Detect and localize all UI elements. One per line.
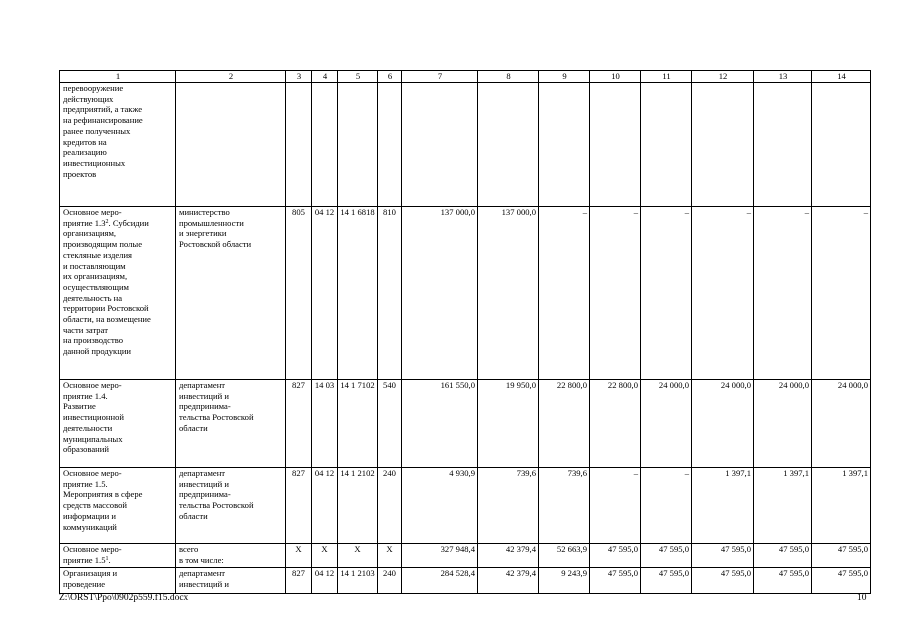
code-rzpr-cell: Х bbox=[312, 544, 338, 568]
header-cell-9: 9 bbox=[539, 71, 590, 83]
year-2019-cell: 47 595,0 bbox=[754, 568, 812, 594]
activity-name-continued: . bbox=[108, 554, 111, 565]
year-2019-cell: – bbox=[754, 207, 812, 380]
code-csr-cell: 14 1 7102 bbox=[338, 380, 378, 468]
year-2014-cell: 739,6 bbox=[478, 468, 539, 544]
year-2017-cell: – bbox=[641, 207, 692, 380]
year-2020-cell: 47 595,0 bbox=[812, 568, 871, 594]
year-2014-cell bbox=[478, 83, 539, 207]
header-cell-4: 4 bbox=[312, 71, 338, 83]
year-2016-cell bbox=[590, 83, 641, 207]
year-2018-cell: – bbox=[692, 207, 754, 380]
year-2017-cell: 24 000,0 bbox=[641, 380, 692, 468]
footnote-marker: 2 bbox=[105, 218, 109, 225]
year-2014-cell: 42 379,4 bbox=[478, 568, 539, 594]
header-cell-7: 7 bbox=[402, 71, 478, 83]
total-cell: 284 528,4 bbox=[402, 568, 478, 594]
year-2015-cell bbox=[539, 83, 590, 207]
footnote-marker: 1 bbox=[105, 555, 109, 562]
code-gr-cell: 827 bbox=[286, 380, 312, 468]
year-2019-cell: 1 397,1 bbox=[754, 468, 812, 544]
year-2015-cell: 52 663,9 bbox=[539, 544, 590, 568]
table-row bbox=[60, 83, 871, 207]
year-2014-cell: 42 379,4 bbox=[478, 544, 539, 568]
code-rzpr-cell: 04 12 bbox=[312, 468, 338, 544]
year-2014-cell: 19 950,0 bbox=[478, 380, 539, 468]
footer-file-path: Z:\ORST\Ppo\0902p559.f15.docx bbox=[59, 593, 189, 603]
code-vr-cell bbox=[378, 83, 402, 207]
table-row bbox=[60, 568, 871, 594]
year-2016-cell: 47 595,0 bbox=[590, 544, 641, 568]
code-vr-cell: Х bbox=[378, 544, 402, 568]
year-2017-cell: 47 595,0 bbox=[641, 568, 692, 594]
code-vr-cell: 240 bbox=[378, 468, 402, 544]
code-csr-cell: Х bbox=[338, 544, 378, 568]
header-cell-14: 14 bbox=[812, 71, 871, 83]
header-cell-8: 8 bbox=[478, 71, 539, 83]
header-cell-2: 2 bbox=[176, 71, 286, 83]
year-2017-cell: – bbox=[641, 468, 692, 544]
code-gr-cell: 827 bbox=[286, 468, 312, 544]
year-2015-cell: – bbox=[539, 207, 590, 380]
year-2015-cell: 22 800,0 bbox=[539, 380, 590, 468]
code-vr-cell: 810 bbox=[378, 207, 402, 380]
year-2018-cell: 47 595,0 bbox=[692, 544, 754, 568]
year-2020-cell: 47 595,0 bbox=[812, 544, 871, 568]
header-cell-10: 10 bbox=[590, 71, 641, 83]
year-2018-cell bbox=[692, 83, 754, 207]
table-row bbox=[60, 380, 871, 468]
activity-name: Организация и проведение bbox=[63, 568, 118, 589]
code-gr-cell: Х bbox=[286, 544, 312, 568]
year-2016-cell: 22 800,0 bbox=[590, 380, 641, 468]
total-cell bbox=[402, 83, 478, 207]
executor-cell: департамент инвестиций и предпринима- тельства Ростовской области bbox=[176, 468, 286, 544]
code-gr-cell bbox=[286, 83, 312, 207]
header-cell-13: 13 bbox=[754, 71, 812, 83]
code-rzpr-cell: 04 12 bbox=[312, 207, 338, 380]
year-2015-cell: 739,6 bbox=[539, 468, 590, 544]
year-2019-cell bbox=[754, 83, 812, 207]
year-2020-cell: 24 000,0 bbox=[812, 380, 871, 468]
code-csr-cell: 14 1 6818 bbox=[338, 207, 378, 380]
executor-cell: департамент инвестиций и bbox=[176, 568, 286, 594]
total-cell: 4 930,9 bbox=[402, 468, 478, 544]
year-2020-cell: – bbox=[812, 207, 871, 380]
year-2019-cell: 47 595,0 bbox=[754, 544, 812, 568]
header-cell-6: 6 bbox=[378, 71, 402, 83]
year-2016-cell: 47 595,0 bbox=[590, 568, 641, 594]
code-rzpr-cell: 14 03 bbox=[312, 380, 338, 468]
code-csr-cell: 14 1 2102 bbox=[338, 468, 378, 544]
executor-cell bbox=[176, 83, 286, 207]
activity-name: Основное меро- приятие 1.3 bbox=[63, 207, 122, 228]
budget-table bbox=[59, 70, 871, 594]
activity-name: Основное меро- приятие 1.5 bbox=[63, 544, 122, 565]
year-2016-cell: – bbox=[590, 207, 641, 380]
executor-cell: всего в том числе: bbox=[176, 544, 286, 568]
activity-name-cell bbox=[60, 544, 176, 568]
table-row bbox=[60, 544, 871, 568]
activity-name: перевооружение действующих предприятий, а также на рефинансирование ранее полученных кредитов на реализацию инвестиционных проектов bbox=[63, 83, 143, 179]
year-2020-cell: 1 397,1 bbox=[812, 468, 871, 544]
year-2018-cell: 47 595,0 bbox=[692, 568, 754, 594]
code-vr-cell: 540 bbox=[378, 380, 402, 468]
header-cell-1: 1 bbox=[60, 71, 176, 83]
year-2015-cell: 9 243,9 bbox=[539, 568, 590, 594]
code-csr-cell bbox=[338, 83, 378, 207]
code-gr-cell: 827 bbox=[286, 568, 312, 594]
activity-name-continued: . Субсидии организациям, производящим полые стекляные изделия и поставляющим их организациям, осуществляющим деятельность на территории Ростовской области, на возмещение части затрат на производство данной продукции bbox=[63, 217, 151, 357]
year-2014-cell: 137 000,0 bbox=[478, 207, 539, 380]
activity-name-cell bbox=[60, 207, 176, 380]
total-cell: 327 948,4 bbox=[402, 544, 478, 568]
year-2018-cell: 1 397,1 bbox=[692, 468, 754, 544]
header-cell-3: 3 bbox=[286, 71, 312, 83]
code-gr-cell: 805 bbox=[286, 207, 312, 380]
code-vr-cell: 240 bbox=[378, 568, 402, 594]
table-header-row bbox=[60, 71, 871, 83]
year-2018-cell: 24 000,0 bbox=[692, 380, 754, 468]
header-cell-11: 11 bbox=[641, 71, 692, 83]
code-rzpr-cell: 04 12 bbox=[312, 568, 338, 594]
table-row bbox=[60, 468, 871, 544]
header-cell-5: 5 bbox=[338, 71, 378, 83]
year-2017-cell bbox=[641, 83, 692, 207]
page-number: 10 bbox=[857, 593, 867, 603]
table-row bbox=[60, 207, 871, 380]
year-2017-cell: 47 595,0 bbox=[641, 544, 692, 568]
activity-name: Основное меро- приятие 1.5. Мероприятия в сфере средств массовой информации и коммуникаций bbox=[63, 468, 143, 532]
year-2019-cell: 24 000,0 bbox=[754, 380, 812, 468]
code-csr-cell: 14 1 2103 bbox=[338, 568, 378, 594]
header-cell-12: 12 bbox=[692, 71, 754, 83]
executor-cell: департамент инвестиций и предпринима- тельства Ростовской области bbox=[176, 380, 286, 468]
executor-cell: министерство промышленности и энергетики Ростовской области bbox=[176, 207, 286, 380]
activity-name-cell bbox=[60, 568, 176, 594]
activity-name-cell bbox=[60, 468, 176, 544]
total-cell: 161 550,0 bbox=[402, 380, 478, 468]
year-2020-cell bbox=[812, 83, 871, 207]
activity-name-cell bbox=[60, 83, 176, 207]
total-cell: 137 000,0 bbox=[402, 207, 478, 380]
code-rzpr-cell bbox=[312, 83, 338, 207]
activity-name: Основное меро- приятие 1.4. Развитие инвестиционной деятельности муниципальных образований bbox=[63, 380, 124, 455]
activity-name-cell bbox=[60, 380, 176, 468]
year-2016-cell: – bbox=[590, 468, 641, 544]
